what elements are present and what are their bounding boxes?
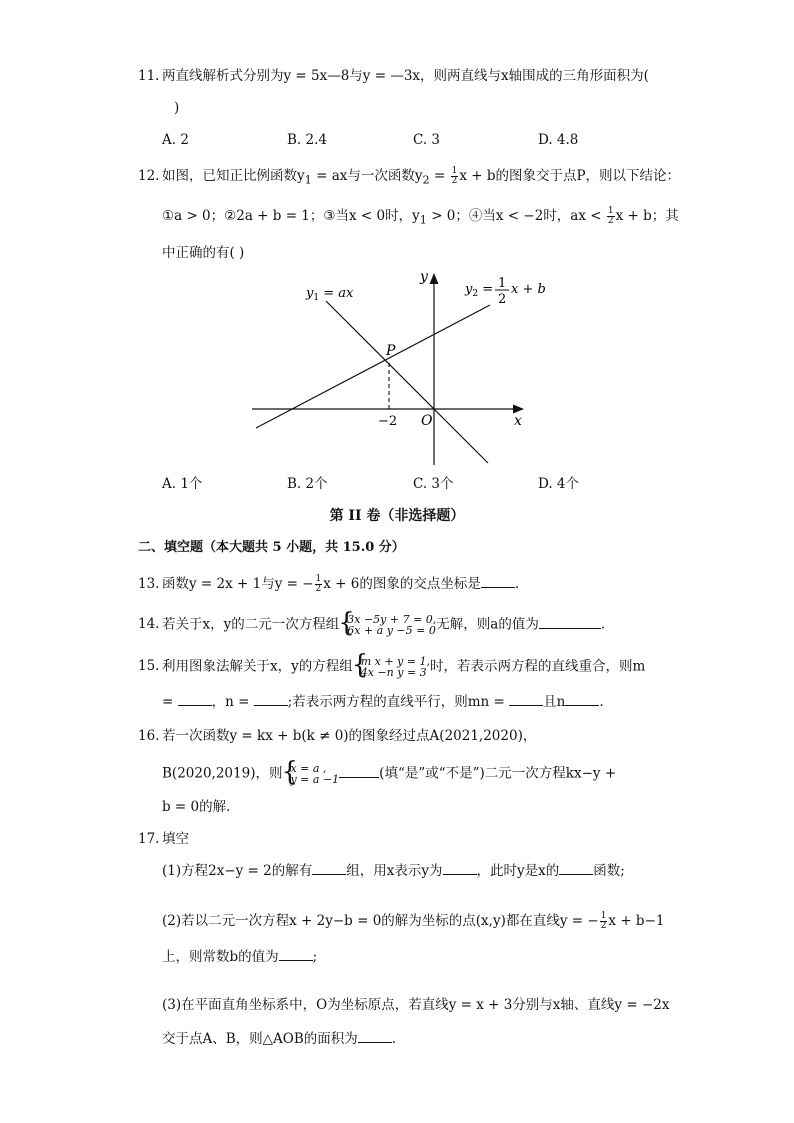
equation: { 3x −5y + 7 = 0, xyxy=(347,613,437,626)
question-17-part-3: (3)在平面直角坐标系中，O为坐标原点，若直线y = x + 3分别与x轴、直线y = −2x xyxy=(162,997,670,1013)
text-part: . xyxy=(391,1031,397,1047)
part-2-title: 第 II 卷（非选择题） xyxy=(329,508,465,524)
equation: y = a −1 xyxy=(290,773,340,786)
text-part: ，此时y是x的 xyxy=(476,863,560,879)
text-part: x + b−1 xyxy=(608,913,665,929)
answer-blank[interactable] xyxy=(509,692,543,706)
question-number: 15. xyxy=(138,658,160,674)
question-12-conditions xyxy=(162,206,679,231)
text-part: = xyxy=(429,168,450,184)
question-15-line2 xyxy=(162,692,604,712)
question-17-part-2-line2 xyxy=(162,947,317,967)
section-2-header: 二、填空题（本大题共 5 小题，共 15.0 分） xyxy=(138,540,405,555)
option-d[interactable]: D. 4个 xyxy=(538,476,580,492)
text-part: = ax与一次函数y xyxy=(311,168,423,184)
question-text xyxy=(162,656,645,678)
question-11-paren: ) xyxy=(174,100,180,116)
text-part: . xyxy=(514,576,520,592)
text-part: (2)若以二元一次方程x + 2y−b = 0的解为坐标的点(x,y)都在直线y = − xyxy=(162,913,599,929)
text-part: 且n xyxy=(543,694,566,710)
text-part: . xyxy=(599,694,604,710)
function-graph xyxy=(240,265,546,470)
text-part: > 0；④当x < −2时，ax < xyxy=(426,208,606,224)
answer-blank[interactable] xyxy=(279,947,313,961)
equation: 6x + a y −5 = 0 xyxy=(347,624,436,637)
answer-blank[interactable] xyxy=(312,861,346,875)
y2-fraction-denominator: 2 xyxy=(498,292,507,307)
text-part: = ax xyxy=(319,286,354,301)
question-12-line3: 中正确的有( ) xyxy=(162,245,245,261)
line-y1 xyxy=(326,301,488,463)
fraction xyxy=(451,167,459,186)
fraction-numerator: 1 xyxy=(600,911,607,921)
option-a[interactable]: A. 1个 xyxy=(162,476,203,492)
label-y: y xyxy=(420,269,428,285)
text-part: B(2020,2019)，则 xyxy=(162,765,283,782)
text-part: x + b；其 xyxy=(615,208,679,224)
fraction-numerator: 1 xyxy=(315,574,322,584)
answer-blank[interactable] xyxy=(178,692,212,706)
fraction xyxy=(315,575,323,594)
fraction xyxy=(607,207,615,226)
question-text: 若一次函数y = kx + b(k ≠ 0)的图象经过点A(2021,2020)， xyxy=(162,728,537,744)
label-P: P xyxy=(386,343,396,359)
text-part: ，n = xyxy=(211,694,254,710)
label-y1-equation xyxy=(305,286,354,303)
label-y2-rest: x + b xyxy=(511,282,546,297)
question-16-line3: b = 0的解. xyxy=(162,799,231,815)
answer-blank[interactable] xyxy=(339,764,379,778)
text-part: 利用图象法解关于x，y的方程组 xyxy=(162,658,353,675)
text-part: 如图，已知正比例函数y xyxy=(162,168,305,184)
fraction xyxy=(600,912,608,931)
fraction-denominator: 2 xyxy=(451,176,458,186)
equation-system xyxy=(339,614,436,636)
option-b[interactable]: B. 2个 xyxy=(287,476,328,492)
answer-blank[interactable] xyxy=(559,861,593,875)
subscript: 1 xyxy=(304,173,312,187)
text-part: 若关于x，y的二元一次方程组 xyxy=(162,616,340,633)
y2-fraction-numerator: 1 xyxy=(498,276,507,291)
option-c[interactable]: C. 3个 xyxy=(413,476,454,492)
answer-blank[interactable] xyxy=(539,615,601,629)
answer-blank[interactable] xyxy=(254,692,288,706)
label-O: O xyxy=(421,413,433,429)
text-part: 上，则常数b的值为 xyxy=(162,949,279,965)
text-part: x + b的图象交于点P，则以下结论： xyxy=(459,168,681,184)
question-number: 16. xyxy=(138,728,160,744)
question-text: 填空 xyxy=(162,831,189,847)
subscript: 1 xyxy=(313,293,320,303)
fraction-denominator: 2 xyxy=(607,216,614,226)
question-text xyxy=(162,614,605,636)
question-text xyxy=(162,166,680,191)
answer-blank[interactable] xyxy=(358,1029,392,1043)
answer-blank[interactable] xyxy=(443,861,477,875)
equation: { x = a , xyxy=(290,762,327,775)
equation-system xyxy=(353,656,430,678)
answer-blank[interactable] xyxy=(481,574,515,588)
subscript: 2 xyxy=(472,289,479,299)
text-part: y xyxy=(465,282,473,297)
question-17-part-2 xyxy=(162,911,664,931)
tick-label-minus-2: −2 xyxy=(378,414,398,429)
option-b[interactable]: B. 2.4 xyxy=(287,132,327,148)
text-part: 组，用x表示y为 xyxy=(346,863,443,879)
option-d[interactable]: D. 4.8 xyxy=(538,132,579,148)
label-x: x xyxy=(514,413,522,429)
text-part: = xyxy=(162,694,178,710)
fraction-denominator: 2 xyxy=(600,921,607,931)
text-part: 函数; xyxy=(593,863,625,879)
question-number: 11. xyxy=(138,68,160,84)
text-part: ①a > 0；②2a + b = 1；③当x < 0时，y xyxy=(162,208,420,224)
text-part: (1)方程2x−y = 2的解有 xyxy=(162,863,313,879)
question-number: 12. xyxy=(138,168,160,184)
answer-blank[interactable] xyxy=(565,692,599,706)
text-part: (填“是”或“不是”)二元一次方程kx−y + xyxy=(379,765,617,782)
option-a[interactable]: A. 2 xyxy=(162,132,189,148)
fraction-numerator: 1 xyxy=(451,166,458,176)
equation: { m x + y = 1, xyxy=(360,655,431,668)
question-number: 13. xyxy=(138,576,160,592)
text-part: x + 6的图象的交点坐标是 xyxy=(323,576,481,592)
text-part: y xyxy=(306,286,314,301)
text-part: 时，若表示两方程的直线重合，则m xyxy=(430,658,646,675)
y-axis-arrow xyxy=(430,273,439,284)
text-part: 交于点A、B，则△AOB的面积为 xyxy=(162,1031,358,1047)
fraction-denominator: 2 xyxy=(315,584,322,594)
subscript: 1 xyxy=(419,213,427,227)
subscript: 2 xyxy=(422,173,430,187)
text-part: ;若表示两方程的直线平行，则mn = xyxy=(287,694,510,710)
equation-system xyxy=(282,763,339,785)
question-number: 14. xyxy=(138,616,160,632)
question-16-line2 xyxy=(162,763,616,785)
text-part: ; xyxy=(312,949,318,965)
text-part: 函数y = 2x + 1与y = − xyxy=(162,576,314,592)
text-part: = xyxy=(478,282,494,297)
option-c[interactable]: C. 3 xyxy=(413,132,441,148)
label-y2-equation xyxy=(464,282,493,299)
question-text xyxy=(162,574,519,594)
text-part: 无解，则a的值为 xyxy=(436,616,539,633)
equation: 4x −n y = 3 xyxy=(360,666,427,679)
question-17-part-1 xyxy=(162,861,625,881)
text-part: . xyxy=(600,616,606,633)
question-17-part-3-line2 xyxy=(162,1029,396,1049)
fraction-numerator: 1 xyxy=(607,206,614,216)
question-text: 两直线解析式分别为y = 5x—8与y = —3x，则两直线与x轴围成的三角形面积为( xyxy=(162,68,649,84)
question-number: 17. xyxy=(138,831,160,847)
